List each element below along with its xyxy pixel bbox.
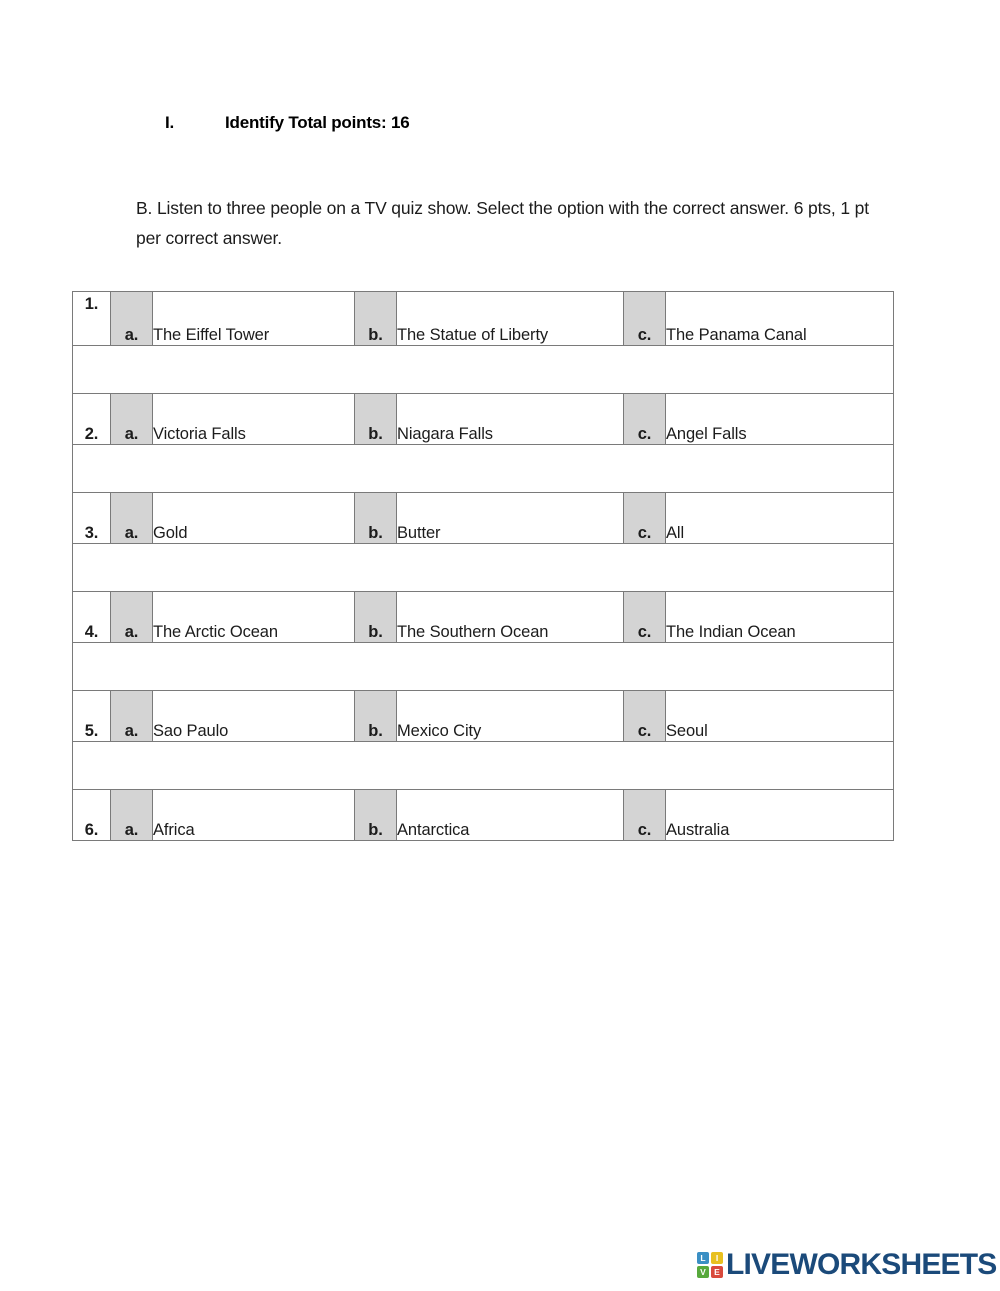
option-text-a[interactable]: The Arctic Ocean: [153, 592, 355, 643]
option-text-a[interactable]: The Eiffel Tower: [153, 292, 355, 346]
option-text-a[interactable]: Africa: [153, 790, 355, 841]
quiz-options-table: [72, 291, 894, 841]
liveworksheets-wordmark: LIVEWORKSHEETS: [726, 1248, 997, 1281]
table-row: [73, 592, 894, 643]
option-label-c: c.: [624, 691, 666, 742]
question-number: 4.: [73, 592, 111, 643]
section-roman-numeral: I.: [165, 113, 175, 132]
answer-spacer-cell[interactable]: [73, 445, 894, 493]
table-row: [73, 790, 894, 841]
answer-spacer-cell[interactable]: [73, 544, 894, 592]
liveworksheets-logo[interactable]: [697, 1250, 997, 1280]
option-text-c[interactable]: Angel Falls: [666, 394, 894, 445]
liveworksheets-mark-icon: [697, 1252, 723, 1278]
option-label-b: b.: [355, 493, 397, 544]
section-title-text: Identify Total points: 16: [225, 113, 410, 132]
table-row: [73, 292, 894, 346]
question-number: 1.: [73, 292, 111, 346]
option-label-b: b.: [355, 790, 397, 841]
logo-square-e: E: [711, 1266, 723, 1278]
option-text-b[interactable]: Mexico City: [397, 691, 624, 742]
option-text-b[interactable]: The Southern Ocean: [397, 592, 624, 643]
option-text-a[interactable]: Sao Paulo: [153, 691, 355, 742]
instructions-paragraph: B. Listen to three people on a TV quiz show. Select the option with the correct answer. 6 pts, 1 pt per correct answer.: [136, 198, 869, 248]
answer-spacer-cell[interactable]: [73, 643, 894, 691]
option-label-a: a.: [111, 394, 153, 445]
option-text-b[interactable]: The Statue of Liberty: [397, 292, 624, 346]
page-title: [165, 113, 410, 133]
option-label-a: a.: [111, 292, 153, 346]
answer-spacer-row: [73, 544, 894, 592]
option-label-a: a.: [111, 790, 153, 841]
option-text-b[interactable]: Antarctica: [397, 790, 624, 841]
option-text-a[interactable]: Victoria Falls: [153, 394, 355, 445]
answer-spacer-cell[interactable]: [73, 346, 894, 394]
option-text-c[interactable]: All: [666, 493, 894, 544]
option-label-c: c.: [624, 493, 666, 544]
option-text-b[interactable]: Butter: [397, 493, 624, 544]
option-label-c: c.: [624, 592, 666, 643]
option-label-a: a.: [111, 691, 153, 742]
answer-spacer-row: [73, 445, 894, 493]
table-row: [73, 394, 894, 445]
question-number: 3.: [73, 493, 111, 544]
option-label-b: b.: [355, 292, 397, 346]
option-label-c: c.: [624, 292, 666, 346]
answer-spacer-row: [73, 643, 894, 691]
option-label-b: b.: [355, 691, 397, 742]
option-text-c[interactable]: Australia: [666, 790, 894, 841]
question-number: 2.: [73, 394, 111, 445]
option-text-a[interactable]: Gold: [153, 493, 355, 544]
option-text-c[interactable]: The Indian Ocean: [666, 592, 894, 643]
option-label-a: a.: [111, 592, 153, 643]
option-text-b[interactable]: Niagara Falls: [397, 394, 624, 445]
option-text-c[interactable]: The Panama Canal: [666, 292, 894, 346]
logo-square-l: L: [697, 1252, 709, 1264]
option-label-b: b.: [355, 394, 397, 445]
option-label-a: a.: [111, 493, 153, 544]
option-label-c: c.: [624, 790, 666, 841]
logo-square-i: I: [711, 1252, 723, 1264]
option-label-c: c.: [624, 394, 666, 445]
logo-square-v: V: [697, 1266, 709, 1278]
option-label-b: b.: [355, 592, 397, 643]
answer-spacer-row: [73, 346, 894, 394]
question-number: 5.: [73, 691, 111, 742]
answer-spacer-cell[interactable]: [73, 742, 894, 790]
table-row: [73, 493, 894, 544]
option-text-c[interactable]: Seoul: [666, 691, 894, 742]
answer-spacer-row: [73, 742, 894, 790]
question-number: 6.: [73, 790, 111, 841]
table-row: [73, 691, 894, 742]
